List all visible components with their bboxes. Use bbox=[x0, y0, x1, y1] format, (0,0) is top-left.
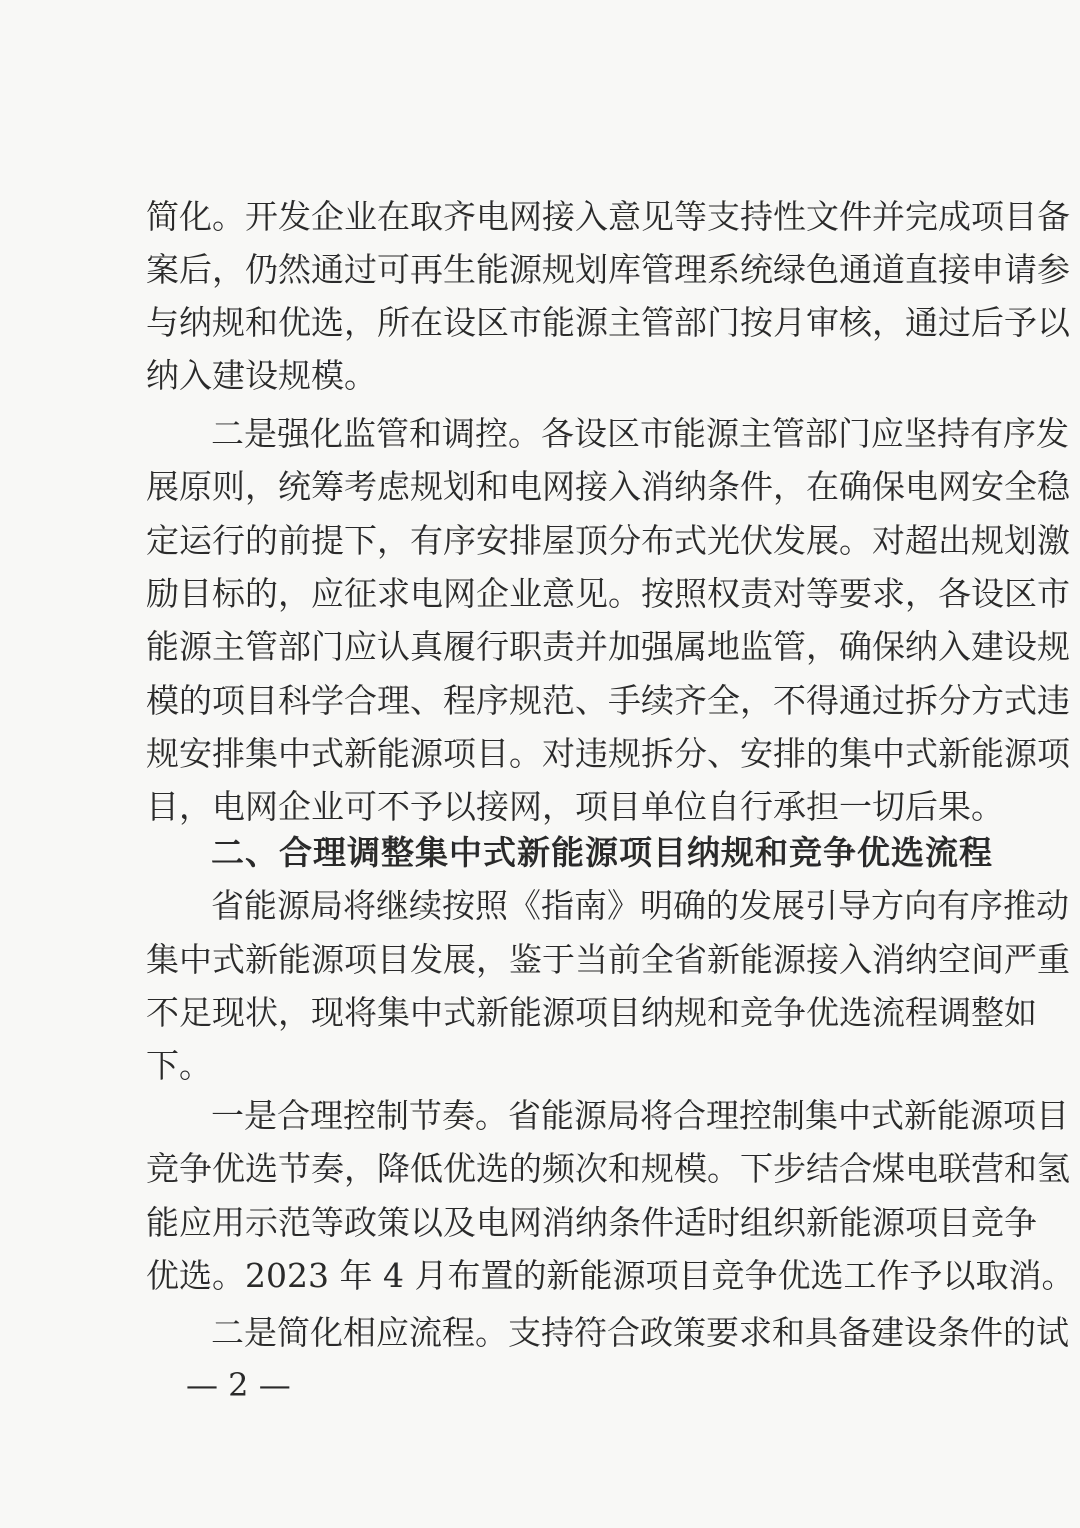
text-line: 简化。开发企业在取齐电网接入意见等支持性文件并完成项目备 bbox=[146, 197, 1070, 236]
text-line: 展原则，统筹考虑规划和电网接入消纳条件，在确保电网安全稳 bbox=[146, 467, 1070, 506]
text-line: 一是合理控制节奏。省能源局将合理控制集中式新能源项目 bbox=[211, 1096, 1069, 1135]
text-line: 模的项目科学合理、程序规范、手续齐全，不得通过拆分方式违 bbox=[146, 681, 1070, 720]
text-line: 规安排集中式新能源项目。对违规拆分、安排的集中式新能源项 bbox=[146, 734, 1070, 773]
page-number: — 2 — bbox=[186, 1366, 291, 1404]
text-line: 不足现状，现将集中式新能源项目纳规和竞争优选流程调整如 bbox=[146, 993, 1037, 1032]
text-line: 省能源局将继续按照《指南》明确的发展引导方向有序推动 bbox=[211, 886, 1069, 925]
section-heading: 二、合理调整集中式新能源项目纳规和竞争优选流程 bbox=[211, 833, 993, 872]
text-line: 竞争优选节奏，降低优选的频次和规模。下步结合煤电联营和氢 bbox=[146, 1149, 1070, 1188]
text-line: 纳入建设规模。 bbox=[146, 356, 377, 395]
text-line: 案后，仍然通过可再生能源规划库管理系统绿色通道直接申请参 bbox=[146, 250, 1070, 289]
text-line: 二是简化相应流程。支持符合政策要求和具备建设条件的试 bbox=[211, 1313, 1069, 1352]
text-line: 优选。2023 年 4 月布置的新能源项目竞争优选工作予以取消。 bbox=[146, 1256, 1075, 1295]
text-line: 能源主管部门应认真履行职责并加强属地监管，确保纳入建设规 bbox=[146, 627, 1070, 666]
text-line: 定运行的前提下，有序安排屋顶分布式光伏发展。对超出规划激 bbox=[146, 521, 1070, 560]
text-line: 二是强化监管和调控。各设区市能源主管部门应坚持有序发 bbox=[211, 414, 1069, 453]
text-line: 励目标的，应征求电网企业意见。按照权责对等要求，各设区市 bbox=[146, 574, 1070, 613]
text-line: 与纳规和优选，所在设区市能源主管部门按月审核，通过后予以 bbox=[146, 303, 1070, 342]
text-line: 下。 bbox=[146, 1046, 212, 1085]
text-line: 目，电网企业可不予以接网，项目单位自行承担一切后果。 bbox=[146, 787, 1004, 826]
text-line: 集中式新能源项目发展，鉴于当前全省新能源接入消纳空间严重 bbox=[146, 940, 1070, 979]
text-line: 能应用示范等政策以及电网消纳条件适时组织新能源项目竞争 bbox=[146, 1203, 1037, 1242]
